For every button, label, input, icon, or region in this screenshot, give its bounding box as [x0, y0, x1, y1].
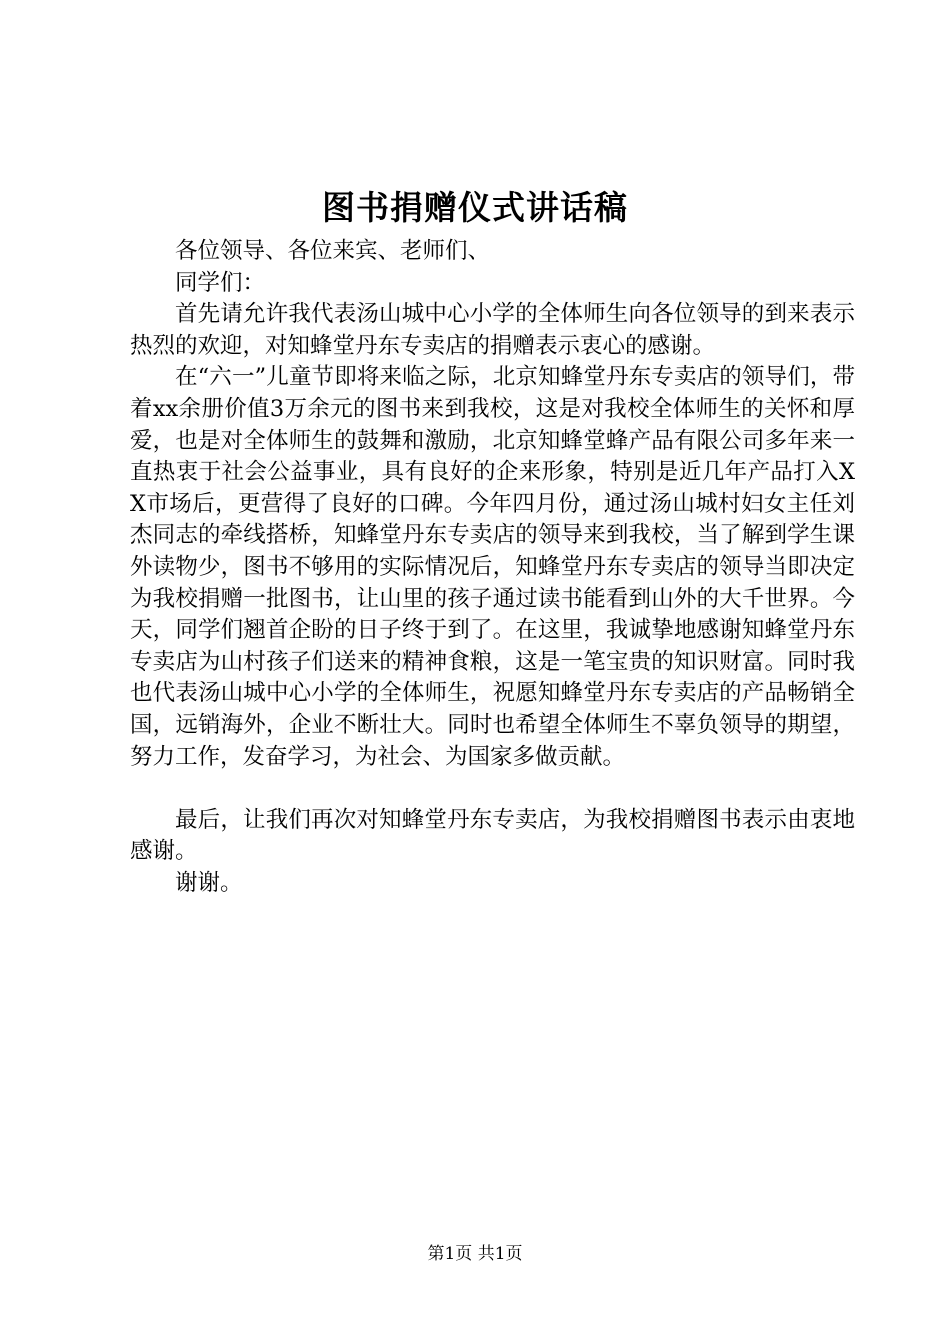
paragraph-closing: 最后，让我们再次对知蜂堂丹东专卖店，为我校捐赠图书表示由衷地感谢。 — [130, 806, 855, 865]
paragraph-welcome: 首先请允许我代表汤山城中心小学的全体师生向各位领导的到来表示热烈的欢迎，对知蜂堂丹东专卖店的捐赠表示衷心的感谢。 — [130, 301, 855, 359]
paragraph-greeting-2: 同学们： — [175, 269, 266, 296]
paragraph-main: 在“六一”儿童节即将来临之际，北京知蜂堂丹东专卖店的领导们，带着xx余册价值3万余元的图书来到我校，这是对我校全体师生的关怀和厚爱，也是对全体师生的鼓舞和激励，北京知蜂堂蜂产品有限公司多年来一直热衷于社会公益事业，具有良好的企来形象，特别是近几年产品打入XX市场后，更营得了良好的口碑。今年四月份，通过汤山城村妇女主任刘杰同志的牵线搭桥，知蜂堂丹东专卖店的领导来到我校，当了解到学生课外读物少，图书不够用的实际情况后，知蜂堂丹东专卖店的领导当即决定为我校捐赠一批图书，让山里的孩子通过读书能看到山外的大千世界。今天，同学们翘首企盼的日子终于到了。在这里，我诚挚地感谢知蜂堂丹东专卖店为山村孩子们送来的精神食粮，这是一笔宝贵的知识财富。同时我也代表汤山城中心小学的全体师生，祝愿知蜂堂丹东专卖店的产品畅销全国，远销海外，企业不断壮大。同时也希望全体师生不辜负领导的期望，努力工作，发奋学习，为社会、为国家多做贡献。 — [130, 364, 855, 770]
document-title: 图书捐赠仪式讲话稿 — [322, 188, 628, 227]
paragraph-thanks: 谢谢。 — [175, 869, 243, 896]
document-body — [130, 236, 855, 899]
page-footer: 第1页 共1页 — [427, 1244, 523, 1264]
paragraph-greeting-1: 各位领导、各位来宾、老师们、 — [175, 238, 491, 264]
